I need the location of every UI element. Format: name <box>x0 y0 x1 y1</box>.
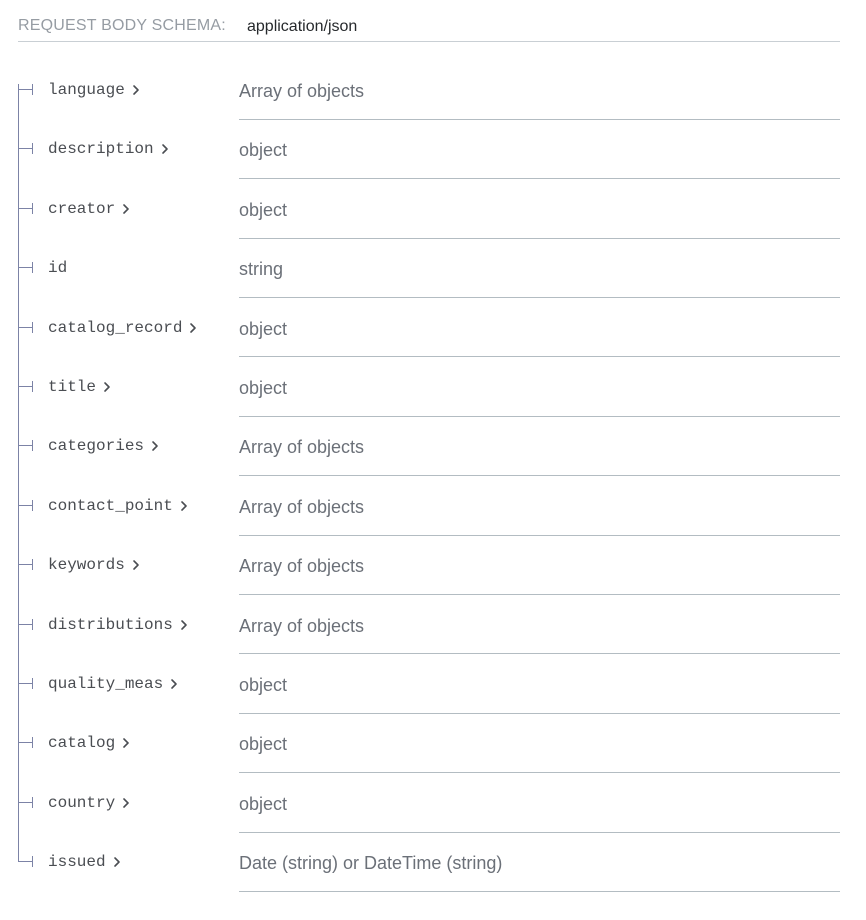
property-name-text: country <box>48 793 116 812</box>
tree-branch <box>18 505 32 506</box>
chevron-right-icon[interactable] <box>102 381 112 393</box>
property-name-text: language <box>48 81 125 99</box>
tree-branch-tick <box>32 84 33 95</box>
property-name[interactable] <box>48 734 131 752</box>
chevron-right-icon[interactable] <box>121 203 131 215</box>
property-type: Array of objects <box>239 437 365 458</box>
tree-branch-tick <box>32 322 33 333</box>
tree-branch-tick <box>32 500 33 511</box>
tree-branch-tick <box>32 381 33 392</box>
property-name[interactable] <box>48 437 160 455</box>
property-name[interactable] <box>48 81 141 99</box>
property-name[interactable] <box>48 675 179 693</box>
property-name-text: categories <box>48 437 145 456</box>
tree-branch <box>18 624 32 625</box>
property-type: Array of objects <box>239 496 365 517</box>
tree-branch-tick <box>32 440 33 451</box>
property-type: object <box>239 199 288 220</box>
property-row[interactable] <box>0 714 866 773</box>
property-row[interactable] <box>0 596 866 655</box>
row-divider <box>239 891 840 892</box>
chevron-right-icon[interactable] <box>160 143 170 155</box>
schema-content-type: application/json <box>247 18 358 35</box>
property-row[interactable] <box>0 417 866 476</box>
property-type: object <box>239 793 288 814</box>
property-row[interactable] <box>0 536 866 595</box>
tree-branch <box>18 327 32 328</box>
property-name-text: catalog <box>48 734 116 753</box>
chevron-right-icon[interactable] <box>150 440 160 452</box>
property-name-text: title <box>48 378 97 396</box>
tree-branch-tick <box>32 262 33 273</box>
property-row[interactable] <box>0 61 866 120</box>
property-name[interactable] <box>48 497 189 515</box>
tree-branch <box>18 267 32 268</box>
property-name-text: catalog_record <box>48 318 183 337</box>
property-type: object <box>239 734 288 755</box>
property-type: Array of objects <box>239 615 365 636</box>
tree-branch <box>18 445 32 446</box>
property-row[interactable] <box>0 180 866 239</box>
property-name-text: id <box>48 259 68 278</box>
property-name-text: issued <box>48 853 106 872</box>
chevron-right-icon[interactable] <box>131 84 141 96</box>
tree-branch <box>18 208 32 209</box>
chevron-right-icon[interactable] <box>121 737 131 749</box>
chevron-right-icon[interactable] <box>169 678 179 690</box>
property-name-text: creator <box>48 199 116 218</box>
schema-label: REQUEST BODY SCHEMA: <box>18 17 226 34</box>
property-name <box>48 259 67 277</box>
tree-branch <box>18 683 32 684</box>
property-type: string <box>239 259 284 280</box>
property-type: object <box>239 140 288 161</box>
property-row[interactable] <box>0 299 866 358</box>
chevron-right-icon[interactable] <box>179 619 189 631</box>
tree-branch-tick <box>32 856 33 867</box>
property-name[interactable] <box>48 200 131 218</box>
tree-branch-tick <box>32 678 33 689</box>
property-row[interactable] <box>0 774 866 833</box>
property-type: object <box>239 378 288 398</box>
chevron-right-icon[interactable] <box>112 856 122 868</box>
chevron-right-icon[interactable] <box>179 500 189 512</box>
request-body-schema-header <box>18 0 840 42</box>
tree-branch <box>18 148 32 149</box>
tree-branch <box>18 742 32 743</box>
property-name[interactable] <box>48 616 189 634</box>
tree-branch-tick <box>32 737 33 748</box>
property-name-text: contact_point <box>48 496 173 515</box>
tree-branch-tick <box>32 559 33 570</box>
tree-branch <box>18 802 32 803</box>
property-name[interactable] <box>48 794 131 812</box>
tree-branch <box>18 861 32 862</box>
tree-branch-tick <box>32 143 33 154</box>
property-row[interactable] <box>0 358 866 417</box>
property-type: object <box>239 675 288 695</box>
tree-branch-tick <box>32 619 33 630</box>
property-name-text: description <box>48 140 154 159</box>
property-name-text: quality_meas <box>48 675 164 693</box>
property-type: Array of objects <box>239 81 365 101</box>
property-name-text: distributions <box>48 615 173 634</box>
property-row[interactable] <box>0 655 866 714</box>
property-row[interactable] <box>0 833 866 892</box>
property-name[interactable] <box>48 140 170 158</box>
tree-branch <box>18 89 32 90</box>
tree-branch-tick <box>32 797 33 808</box>
chevron-right-icon[interactable] <box>188 322 198 334</box>
tree-branch <box>18 564 32 565</box>
property-row[interactable] <box>0 477 866 536</box>
property-name[interactable] <box>48 556 141 574</box>
chevron-right-icon[interactable] <box>131 559 141 571</box>
tree-branch <box>18 386 32 387</box>
property-row[interactable] <box>0 120 866 179</box>
chevron-right-icon[interactable] <box>121 797 131 809</box>
tree-branch-tick <box>32 203 33 214</box>
property-name[interactable] <box>48 378 112 396</box>
property-row <box>0 239 866 298</box>
property-type: Array of objects <box>239 556 365 577</box>
property-name[interactable] <box>48 853 122 871</box>
property-type: Date (string) or DateTime (string) <box>239 853 503 874</box>
property-type: object <box>239 318 288 339</box>
property-name[interactable] <box>48 319 198 337</box>
property-name-text: keywords <box>48 556 125 575</box>
